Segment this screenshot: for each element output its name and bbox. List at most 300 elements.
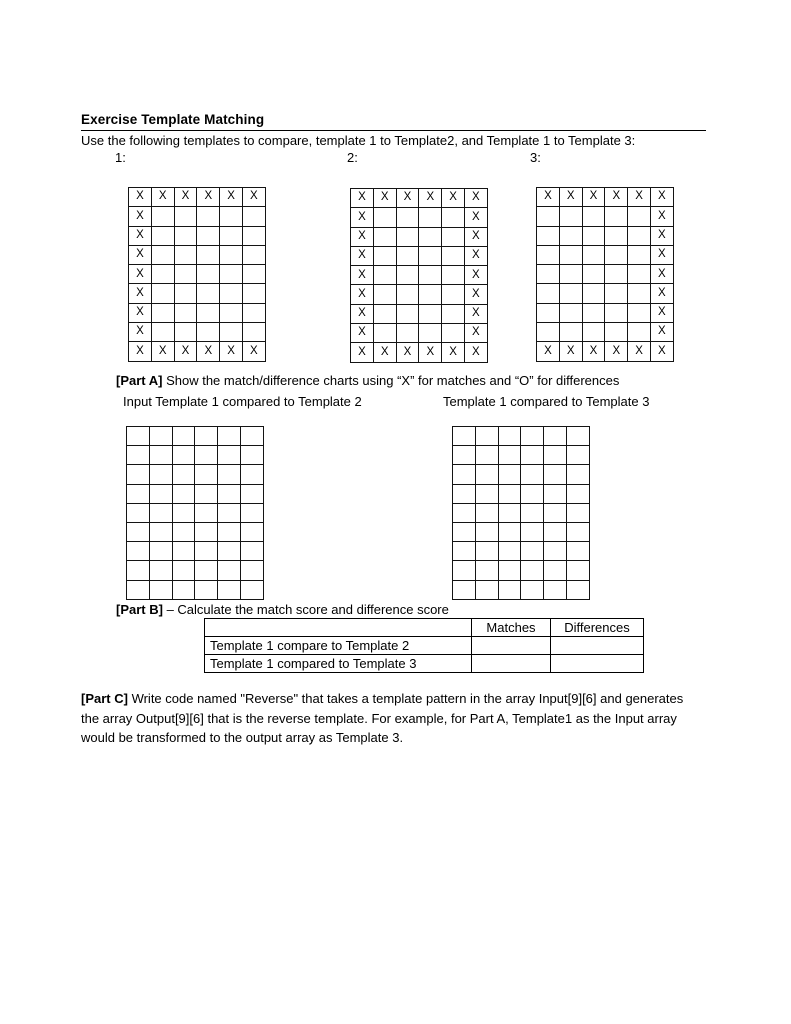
grid-cell-r1-c6[interactable] [566, 427, 589, 446]
grid-cell-r9-c4: X [419, 343, 442, 362]
grid-cell-r1-c3: X [582, 188, 605, 207]
grid-row [351, 343, 488, 362]
grid-cell-r6-c5[interactable] [544, 522, 567, 541]
grid-cell-r3-c5[interactable] [218, 465, 241, 484]
grid-cell-r1-c4[interactable] [521, 427, 544, 446]
grid-cell-r2-c5 [220, 207, 243, 226]
grid-row [537, 323, 674, 342]
score-row-2-differences-cell[interactable] [551, 655, 644, 673]
grid-cell-r4-c3 [174, 245, 197, 264]
grid-cell-r6-c1[interactable] [127, 522, 150, 541]
grid-row [129, 245, 266, 264]
grid-cell-r9-c2: X [373, 343, 396, 362]
grid-cell-r4-c2[interactable] [149, 484, 172, 503]
grid-row [537, 207, 674, 226]
grid-cell-r6-c4[interactable] [195, 522, 218, 541]
grid-row [127, 503, 264, 522]
grid-cell-r6-c3[interactable] [172, 522, 195, 541]
grid-row [127, 542, 264, 561]
grid-cell-r1-c1: X [351, 189, 374, 208]
grid-row [453, 427, 590, 446]
grid-cell-r5-c6: X [464, 266, 487, 285]
template-2-label: 2: [347, 150, 358, 165]
grid-row [351, 324, 488, 343]
grid-row [129, 265, 266, 284]
grid-cell-r5-c5 [442, 266, 465, 285]
grid-cell-r1-c1[interactable] [453, 427, 476, 446]
grid-cell-r1-c5[interactable] [544, 427, 567, 446]
grid-cell-r3-c1 [537, 226, 560, 245]
grid-cell-r8-c2[interactable] [475, 561, 498, 580]
grid-cell-r4-c1[interactable] [453, 484, 476, 503]
grid-row [129, 323, 266, 342]
grid-cell-r9-c6[interactable] [566, 580, 589, 599]
grid-cell-r2-c4 [197, 207, 220, 226]
grid-cell-r9-c3: X [396, 343, 419, 362]
grid-cell-r2-c5[interactable] [218, 446, 241, 465]
grid-cell-r6-c4 [197, 284, 220, 303]
grid-cell-r7-c4 [419, 304, 442, 323]
grid-cell-r3-c2 [373, 227, 396, 246]
grid-cell-r5-c3 [582, 265, 605, 284]
grid-cell-r3-c3 [582, 226, 605, 245]
part-b-heading [116, 602, 449, 617]
grid-cell-r4-c1: X [351, 246, 374, 265]
grid-cell-r3-c3[interactable] [498, 465, 521, 484]
grid-cell-r5-c1: X [129, 265, 152, 284]
grid-cell-r7-c1[interactable] [127, 542, 150, 561]
grid-cell-r5-c3[interactable] [172, 503, 195, 522]
grid-cell-r9-c1[interactable] [127, 580, 150, 599]
grid-cell-r4-c1: X [129, 245, 152, 264]
grid-cell-r2-c6[interactable] [566, 446, 589, 465]
grid-cell-r8-c4[interactable] [195, 561, 218, 580]
grid-row [129, 226, 266, 245]
grid-cell-r2-c1: X [129, 207, 152, 226]
grid-cell-r7-c1[interactable] [453, 542, 476, 561]
template-1-label: 1: [115, 150, 126, 165]
grid-cell-r7-c1 [537, 303, 560, 322]
grid-cell-r1-c5: X [220, 188, 243, 207]
part-a-instruction: Show the match/difference charts using “X” for matches and “O” for differences [162, 373, 620, 388]
grid-row [351, 285, 488, 304]
grid-row [351, 266, 488, 285]
grid-cell-r5-c4 [419, 266, 442, 285]
grid-cell-r2-c1[interactable] [127, 446, 150, 465]
grid-cell-r9-c6[interactable] [240, 580, 263, 599]
grid-cell-r4-c6[interactable] [240, 484, 263, 503]
grid-cell-r4-c3[interactable] [172, 484, 195, 503]
grid-cell-r9-c1: X [351, 343, 374, 362]
grid-cell-r6-c6[interactable] [240, 522, 263, 541]
grid-cell-r8-c1[interactable] [453, 561, 476, 580]
grid-cell-r6-c1[interactable] [453, 522, 476, 541]
grid-cell-r1-c4: X [419, 189, 442, 208]
grid-cell-r1-c5: X [628, 188, 651, 207]
grid-cell-r8-c3[interactable] [498, 561, 521, 580]
grid-cell-r4-c6: X [464, 246, 487, 265]
grid-cell-r4-c3[interactable] [498, 484, 521, 503]
grid-cell-r2-c1[interactable] [453, 446, 476, 465]
grid-cell-r2-c6 [242, 207, 265, 226]
grid-cell-r5-c2 [151, 265, 174, 284]
grid-cell-r8-c5 [220, 323, 243, 342]
grid-cell-r7-c4[interactable] [521, 542, 544, 561]
grid-cell-r3-c4[interactable] [521, 465, 544, 484]
grid-cell-r5-c6: X [650, 265, 673, 284]
grid-cell-r4-c3 [582, 245, 605, 264]
grid-cell-r9-c2[interactable] [149, 580, 172, 599]
score-row-2-label: Template 1 compared to Template 3 [205, 655, 472, 673]
grid-cell-r8-c6 [242, 323, 265, 342]
grid-cell-r7-c5 [220, 303, 243, 322]
grid-cell-r3-c6: X [650, 226, 673, 245]
grid-row [453, 522, 590, 541]
grid-cell-r2-c6[interactable] [240, 446, 263, 465]
grid-cell-r7-c1: X [351, 304, 374, 323]
grid-cell-r9-c3[interactable] [172, 580, 195, 599]
grid-cell-r8-c4[interactable] [521, 561, 544, 580]
grid-cell-r7-c3 [396, 304, 419, 323]
grid-cell-r3-c1: X [351, 227, 374, 246]
grid-cell-r1-c3[interactable] [172, 427, 195, 446]
grid-cell-r7-c6[interactable] [566, 542, 589, 561]
grid-cell-r3-c4 [419, 227, 442, 246]
grid-cell-r9-c5[interactable] [544, 580, 567, 599]
grid-cell-r3-c6 [242, 226, 265, 245]
grid-cell-r3-c2 [151, 226, 174, 245]
grid-cell-r3-c1[interactable] [453, 465, 476, 484]
grid-cell-r8-c6: X [464, 324, 487, 343]
grid-cell-r1-c2[interactable] [149, 427, 172, 446]
grid-cell-r6-c6[interactable] [566, 522, 589, 541]
grid-cell-r8-c4 [197, 323, 220, 342]
grid-cell-r3-c2[interactable] [149, 465, 172, 484]
grid-cell-r5-c3[interactable] [498, 503, 521, 522]
grid-cell-r8-c3 [396, 324, 419, 343]
grid-cell-r2-c5[interactable] [544, 446, 567, 465]
grid-cell-r9-c2: X [151, 342, 174, 361]
grid-cell-r9-c5: X [442, 343, 465, 362]
grid-cell-r3-c1: X [129, 226, 152, 245]
grid-cell-r9-c1[interactable] [453, 580, 476, 599]
grid-cell-r5-c2 [559, 265, 582, 284]
grid-cell-r1-c2[interactable] [475, 427, 498, 446]
grid-row [537, 245, 674, 264]
grid-cell-r9-c4: X [605, 342, 628, 361]
grid-cell-r2-c5 [442, 208, 465, 227]
grid-cell-r1-c3[interactable] [498, 427, 521, 446]
grid-cell-r7-c3[interactable] [172, 542, 195, 561]
grid-row [127, 580, 264, 599]
grid-cell-r2-c2[interactable] [149, 446, 172, 465]
grid-cell-r2-c3[interactable] [172, 446, 195, 465]
answer-grid-template1-vs-template3[interactable] [452, 426, 590, 600]
table-row [205, 655, 644, 673]
grid-row [129, 303, 266, 322]
grid-cell-r6-c2[interactable] [149, 522, 172, 541]
grid-cell-r9-c4[interactable] [195, 580, 218, 599]
grid-cell-r5-c4 [197, 265, 220, 284]
grid-cell-r6-c6: X [464, 285, 487, 304]
grid-cell-r7-c5 [628, 303, 651, 322]
grid-row [537, 265, 674, 284]
grid-cell-r2-c2 [559, 207, 582, 226]
grid-cell-r8-c5[interactable] [218, 561, 241, 580]
grid-row [129, 207, 266, 226]
grid-cell-r7-c6 [242, 303, 265, 322]
grid-cell-r8-c5 [628, 323, 651, 342]
grid-cell-r9-c3: X [582, 342, 605, 361]
score-table-header-row [205, 619, 644, 637]
grid-cell-r4-c5[interactable] [544, 484, 567, 503]
grid-cell-r4-c1[interactable] [127, 484, 150, 503]
grid-cell-r9-c5: X [220, 342, 243, 361]
grid-row [537, 188, 674, 207]
grid-cell-r1-c4: X [605, 188, 628, 207]
grid-cell-r8-c1[interactable] [127, 561, 150, 580]
grid-cell-r3-c6[interactable] [240, 465, 263, 484]
score-table [204, 618, 644, 673]
grid-cell-r2-c3 [582, 207, 605, 226]
grid-cell-r5-c6[interactable] [566, 503, 589, 522]
grid-cell-r5-c6[interactable] [240, 503, 263, 522]
grid-cell-r3-c2[interactable] [475, 465, 498, 484]
grid-cell-r5-c2[interactable] [475, 503, 498, 522]
grid-cell-r7-c2 [151, 303, 174, 322]
grid-cell-r1-c4: X [197, 188, 220, 207]
grid-cell-r6-c2 [151, 284, 174, 303]
grid-cell-r1-c4[interactable] [195, 427, 218, 446]
grid-row [453, 580, 590, 599]
grid-cell-r9-c6: X [464, 343, 487, 362]
grid-cell-r2-c2 [373, 208, 396, 227]
grid-cell-r3-c3 [396, 227, 419, 246]
grid-cell-r1-c6: X [650, 188, 673, 207]
grid-row [537, 342, 674, 361]
grid-cell-r4-c5 [628, 245, 651, 264]
template-3-grid [536, 187, 674, 362]
grid-cell-r8-c5 [442, 324, 465, 343]
grid-cell-r8-c6[interactable] [240, 561, 263, 580]
grid-cell-r5-c5[interactable] [218, 503, 241, 522]
part-c-paragraph [81, 689, 697, 748]
grid-cell-r9-c3[interactable] [498, 580, 521, 599]
grid-cell-r9-c2[interactable] [475, 580, 498, 599]
grid-cell-r4-c6: X [650, 245, 673, 264]
template-2-grid [350, 188, 488, 363]
grid-row [453, 465, 590, 484]
grid-cell-r5-c2[interactable] [149, 503, 172, 522]
grid-cell-r7-c5[interactable] [544, 542, 567, 561]
title-divider [81, 130, 706, 131]
grid-cell-r9-c1: X [537, 342, 560, 361]
grid-cell-r5-c6 [242, 265, 265, 284]
grid-cell-r5-c4[interactable] [521, 503, 544, 522]
grid-row [537, 303, 674, 322]
grid-cell-r7-c3[interactable] [498, 542, 521, 561]
grid-row [127, 484, 264, 503]
grid-cell-r4-c5 [442, 246, 465, 265]
grid-cell-r4-c6 [242, 245, 265, 264]
grid-cell-r8-c3 [174, 323, 197, 342]
grid-cell-r8-c3[interactable] [172, 561, 195, 580]
score-row-2-matches-cell[interactable] [472, 655, 551, 673]
grid-cell-r7-c3 [174, 303, 197, 322]
grid-row [537, 284, 674, 303]
grid-cell-r5-c1[interactable] [453, 503, 476, 522]
score-row-1-differences-cell[interactable] [551, 637, 644, 655]
grid-cell-r7-c6: X [464, 304, 487, 323]
grid-cell-r8-c1 [537, 323, 560, 342]
template-1-grid [128, 187, 266, 362]
grid-cell-r2-c2 [151, 207, 174, 226]
grid-cell-r4-c5[interactable] [218, 484, 241, 503]
grid-cell-r1-c2: X [559, 188, 582, 207]
grid-cell-r6-c3 [396, 285, 419, 304]
grid-cell-r4-c3 [396, 246, 419, 265]
grid-cell-r9-c4[interactable] [521, 580, 544, 599]
grid-cell-r1-c2: X [373, 189, 396, 208]
grid-cell-r3-c6: X [464, 227, 487, 246]
grid-cell-r6-c5[interactable] [218, 522, 241, 541]
grid-cell-r4-c5 [220, 245, 243, 264]
grid-cell-r7-c2[interactable] [149, 542, 172, 561]
grid-cell-r6-c1: X [129, 284, 152, 303]
grid-cell-r7-c4 [605, 303, 628, 322]
grid-cell-r6-c3[interactable] [498, 522, 521, 541]
part-c-text: Write code named "Reverse" that takes a template pattern in the array Input[9][6] and generates the array Output[9][6] that is the reverse template. For example, for Part A, Template1 as the Input array would be transformed to the output array as Template 3. [81, 691, 684, 745]
grid-cell-r3-c1[interactable] [127, 465, 150, 484]
grid-row [127, 465, 264, 484]
grid-row [537, 226, 674, 245]
grid-cell-r6-c2 [373, 285, 396, 304]
grid-cell-r7-c2[interactable] [475, 542, 498, 561]
grid-cell-r1-c1: X [537, 188, 560, 207]
grid-cell-r3-c5 [628, 226, 651, 245]
grid-cell-r6-c3 [174, 284, 197, 303]
grid-cell-r5-c1: X [351, 266, 374, 285]
grid-cell-r9-c1: X [129, 342, 152, 361]
grid-row [129, 342, 266, 361]
grid-cell-r4-c4 [419, 246, 442, 265]
grid-cell-r5-c1[interactable] [127, 503, 150, 522]
grid-cell-r3-c4[interactable] [195, 465, 218, 484]
score-row-1-matches-cell[interactable] [472, 637, 551, 655]
score-header-matches: Matches [472, 619, 551, 637]
answer-grid-template1-vs-template2[interactable] [126, 426, 264, 600]
template-3-label: 3: [530, 150, 541, 165]
grid-cell-r7-c4[interactable] [195, 542, 218, 561]
grid-cell-r8-c6: X [650, 323, 673, 342]
grid-cell-r3-c3[interactable] [172, 465, 195, 484]
grid-cell-r2-c2[interactable] [475, 446, 498, 465]
grid-cell-r1-c6[interactable] [240, 427, 263, 446]
grid-cell-r3-c2 [559, 226, 582, 245]
part-b-instruction: – Calculate the match score and difference score [162, 602, 449, 617]
grid-cell-r2-c6: X [464, 208, 487, 227]
grid-cell-r8-c5[interactable] [544, 561, 567, 580]
part-a-heading [116, 373, 619, 388]
grid-cell-r8-c4 [419, 324, 442, 343]
part-b-tag: [Part B] [116, 602, 163, 617]
grid-cell-r3-c5[interactable] [544, 465, 567, 484]
part-c-tag: [Part C] [81, 691, 128, 706]
grid-row [351, 304, 488, 323]
grid-cell-r5-c5 [628, 265, 651, 284]
grid-cell-r9-c4: X [197, 342, 220, 361]
grid-cell-r4-c1 [537, 245, 560, 264]
grid-cell-r6-c1: X [351, 285, 374, 304]
grid-cell-r7-c3 [582, 303, 605, 322]
grid-cell-r8-c2 [151, 323, 174, 342]
grid-cell-r8-c3 [582, 323, 605, 342]
grid-cell-r8-c6[interactable] [566, 561, 589, 580]
grid-cell-r6-c2 [559, 284, 582, 303]
grid-row [127, 427, 264, 446]
grid-cell-r5-c1 [537, 265, 560, 284]
grid-cell-r1-c6: X [464, 189, 487, 208]
grid-cell-r4-c4[interactable] [195, 484, 218, 503]
grid-row [351, 246, 488, 265]
grid-cell-r6-c6 [242, 284, 265, 303]
grid-cell-r2-c3[interactable] [498, 446, 521, 465]
grid-cell-r1-c5: X [442, 189, 465, 208]
grid-cell-r6-c6: X [650, 284, 673, 303]
grid-cell-r2-c4[interactable] [195, 446, 218, 465]
grid-row [453, 446, 590, 465]
grid-cell-r5-c5[interactable] [544, 503, 567, 522]
grid-cell-r1-c1[interactable] [127, 427, 150, 446]
table-row [205, 637, 644, 655]
grid-row [129, 188, 266, 207]
grid-cell-r9-c5[interactable] [218, 580, 241, 599]
grid-cell-r5-c3 [396, 266, 419, 285]
grid-cell-r4-c4 [197, 245, 220, 264]
grid-cell-r6-c2[interactable] [475, 522, 498, 541]
grid-cell-r6-c4 [605, 284, 628, 303]
grid-cell-r5-c2 [373, 266, 396, 285]
grid-cell-r5-c4 [605, 265, 628, 284]
grid-cell-r4-c4[interactable] [521, 484, 544, 503]
score-header-differences: Differences [551, 619, 644, 637]
grid-cell-r2-c6: X [650, 207, 673, 226]
page-title: Exercise Template Matching [81, 112, 265, 127]
grid-cell-r7-c6: X [650, 303, 673, 322]
grid-cell-r9-c6: X [242, 342, 265, 361]
grid-cell-r6-c4[interactable] [521, 522, 544, 541]
grid-cell-r7-c2 [559, 303, 582, 322]
grid-cell-r5-c4[interactable] [195, 503, 218, 522]
grid-cell-r3-c6[interactable] [566, 465, 589, 484]
score-row-1-label: Template 1 compare to Template 2 [205, 637, 472, 655]
grid-cell-r7-c5[interactable] [218, 542, 241, 561]
grid-cell-r8-c4 [605, 323, 628, 342]
grid-cell-r4-c2 [151, 245, 174, 264]
grid-cell-r1-c6: X [242, 188, 265, 207]
grid-row [453, 542, 590, 561]
grid-cell-r2-c4[interactable] [521, 446, 544, 465]
grid-cell-r8-c2[interactable] [149, 561, 172, 580]
grid-cell-r1-c5[interactable] [218, 427, 241, 446]
grid-cell-r4-c2[interactable] [475, 484, 498, 503]
grid-cell-r8-c2 [373, 324, 396, 343]
grid-cell-r2-c4 [419, 208, 442, 227]
grid-cell-r7-c2 [373, 304, 396, 323]
grid-cell-r4-c6[interactable] [566, 484, 589, 503]
grid-row [453, 503, 590, 522]
grid-cell-r7-c6[interactable] [240, 542, 263, 561]
